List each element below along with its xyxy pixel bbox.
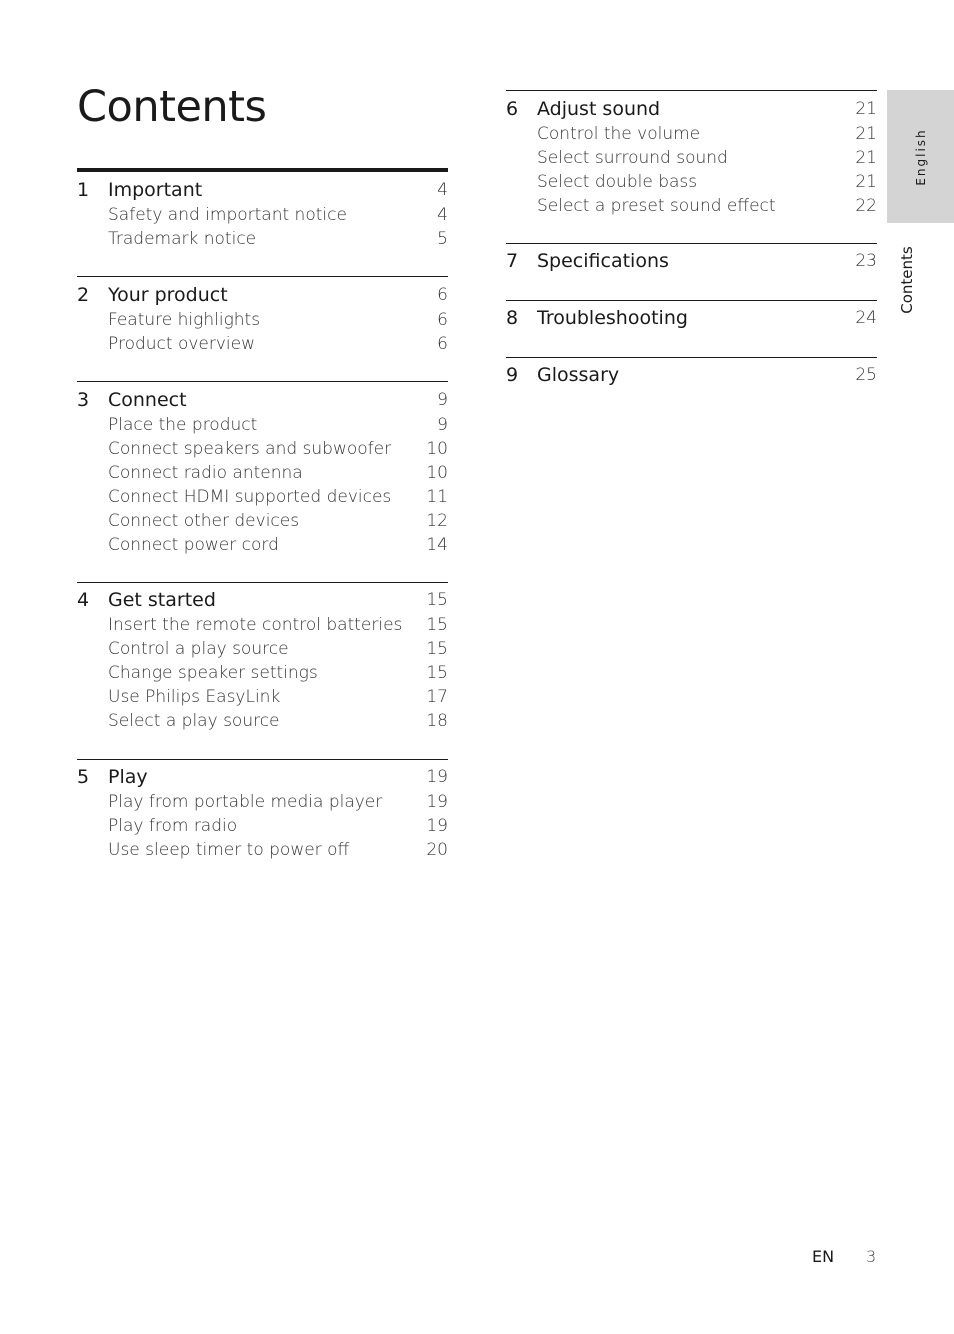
toc-section-heading[interactable] (506, 362, 877, 388)
item-title[interactable]: Connect radio antenna (108, 463, 303, 483)
section-title[interactable]: Troubleshooting (537, 307, 688, 329)
item-page: 5 (437, 229, 448, 249)
item-page: 11 (426, 487, 448, 507)
toc-item[interactable] (77, 661, 448, 685)
item-title[interactable]: Play from radio (108, 816, 238, 836)
item-page: 10 (426, 463, 448, 483)
item-title[interactable]: Connect speakers and subwoofer (108, 439, 392, 459)
section-page: 25 (855, 365, 877, 385)
toc-section-heading[interactable] (77, 587, 448, 613)
section-number: 9 (506, 364, 519, 386)
item-title[interactable]: Product overview (108, 334, 256, 354)
footer-language: EN (812, 1247, 835, 1266)
item-page: 10 (426, 439, 448, 459)
item-title[interactable]: Change speaker settings (108, 663, 318, 683)
toc-item[interactable] (77, 685, 448, 709)
section-divider (506, 243, 877, 244)
item-page: 18 (426, 711, 448, 731)
toc-item[interactable] (77, 227, 448, 251)
section-number: 6 (506, 98, 519, 120)
item-page: 19 (426, 816, 448, 836)
item-page: 21 (855, 148, 877, 168)
section-page: 4 (437, 180, 448, 200)
item-page: 14 (426, 535, 448, 555)
toc-item[interactable] (506, 170, 877, 194)
item-title[interactable]: Connect HDMI supported devices (108, 487, 392, 507)
toc-item[interactable] (77, 637, 448, 661)
section-divider (77, 381, 448, 382)
item-title[interactable]: Use sleep timer to power off (108, 840, 350, 860)
section-number: 5 (77, 766, 90, 788)
toc-section-heading[interactable] (506, 248, 877, 274)
toc-item[interactable] (77, 533, 448, 557)
toc-item[interactable] (77, 203, 448, 227)
item-page: 15 (426, 639, 448, 659)
toc-section-2 (77, 282, 448, 356)
section-divider (77, 582, 448, 583)
toc-item[interactable] (506, 146, 877, 170)
item-title[interactable]: Control a play source (108, 639, 289, 659)
section-divider (77, 276, 448, 277)
section-title[interactable]: Connect (108, 389, 187, 411)
item-title[interactable]: Select surround sound (537, 148, 728, 168)
item-title[interactable]: Select double bass (537, 172, 698, 192)
item-page: 21 (855, 124, 877, 144)
section-number: 1 (77, 179, 90, 201)
toc-section-1 (77, 177, 448, 251)
section-page: 24 (855, 308, 877, 328)
toc-section-7 (506, 248, 877, 274)
toc-item[interactable] (77, 413, 448, 437)
toc-item[interactable] (506, 122, 877, 146)
toc-item[interactable] (77, 790, 448, 814)
item-page: 17 (426, 687, 448, 707)
toc-section-heading[interactable] (77, 177, 448, 203)
section-number: 3 (77, 389, 90, 411)
section-page: 6 (437, 285, 448, 305)
toc-section-heading[interactable] (506, 305, 877, 331)
item-page: 12 (426, 511, 448, 531)
section-title[interactable]: Your product (108, 284, 228, 306)
language-tab-label: English (913, 127, 928, 186)
item-page: 4 (437, 205, 448, 225)
section-divider (506, 90, 877, 91)
toc-section-4 (77, 587, 448, 733)
item-title[interactable]: Safety and important notice (108, 205, 347, 225)
section-title[interactable]: Play (108, 766, 148, 788)
toc-item[interactable] (77, 509, 448, 533)
toc-section-9 (506, 362, 877, 388)
toc-section-heading[interactable] (506, 96, 877, 122)
item-page: 6 (437, 334, 448, 354)
toc-item[interactable] (77, 308, 448, 332)
item-title[interactable]: Control the volume (537, 124, 701, 144)
page-title: Contents (77, 82, 267, 132)
item-page: 9 (437, 415, 448, 435)
item-page: 21 (855, 172, 877, 192)
section-divider (77, 759, 448, 760)
item-title[interactable]: Place the product (108, 415, 258, 435)
toc-item[interactable] (77, 838, 448, 862)
item-page: 15 (426, 615, 448, 635)
item-title[interactable]: Connect other devices (108, 511, 300, 531)
section-page: 15 (426, 590, 448, 610)
section-title[interactable]: Glossary (537, 364, 620, 386)
item-title[interactable]: Select a play source (108, 711, 280, 731)
item-title[interactable]: Use Philips EasyLink (108, 687, 281, 707)
toc-item[interactable] (77, 437, 448, 461)
item-title[interactable]: Play from portable media player (108, 792, 383, 812)
section-title[interactable]: Get started (108, 589, 216, 611)
toc-item[interactable] (506, 194, 877, 218)
toc-item[interactable] (77, 485, 448, 509)
section-page: 23 (855, 251, 877, 271)
toc-item[interactable] (77, 461, 448, 485)
item-title[interactable]: Feature highlights (108, 310, 261, 330)
item-title[interactable]: Select a preset sound effect (537, 196, 776, 216)
section-title[interactable]: Specifications (537, 250, 669, 272)
section-page: 19 (426, 767, 448, 787)
section-page: 21 (855, 99, 877, 119)
section-page: 9 (437, 390, 448, 410)
toc-section-8 (506, 305, 877, 331)
section-title[interactable]: Adjust sound (537, 98, 661, 120)
section-number: 7 (506, 250, 519, 272)
toc-item[interactable] (77, 709, 448, 733)
contents-tab-label: Contents (898, 246, 916, 314)
toc-section-3 (77, 387, 448, 557)
item-page: 22 (855, 196, 877, 216)
toc-section-5 (77, 764, 448, 862)
item-title[interactable]: Connect power cord (108, 535, 279, 555)
toc-item[interactable] (77, 814, 448, 838)
section-number: 8 (506, 307, 519, 329)
toc-item[interactable] (77, 613, 448, 637)
item-title[interactable]: Trademark notice (108, 229, 257, 249)
section-divider (506, 300, 877, 301)
language-tab[interactable] (887, 90, 954, 223)
section-title[interactable]: Important (108, 179, 203, 201)
section-number: 4 (77, 589, 90, 611)
toc-section-heading[interactable] (77, 282, 448, 308)
toc-section-heading[interactable] (77, 764, 448, 790)
toc-section-heading[interactable] (77, 387, 448, 413)
section-divider (506, 357, 877, 358)
toc-section-6 (506, 96, 877, 218)
item-page: 6 (437, 310, 448, 330)
section-number: 2 (77, 284, 90, 306)
item-page: 20 (426, 840, 448, 860)
title-divider (77, 168, 448, 172)
toc-item[interactable] (77, 332, 448, 356)
footer-page-number: 3 (866, 1247, 877, 1266)
item-title[interactable]: Insert the remote control batteries (108, 615, 403, 635)
contents-tab[interactable] (887, 230, 927, 330)
item-page: 19 (426, 792, 448, 812)
item-page: 15 (426, 663, 448, 683)
